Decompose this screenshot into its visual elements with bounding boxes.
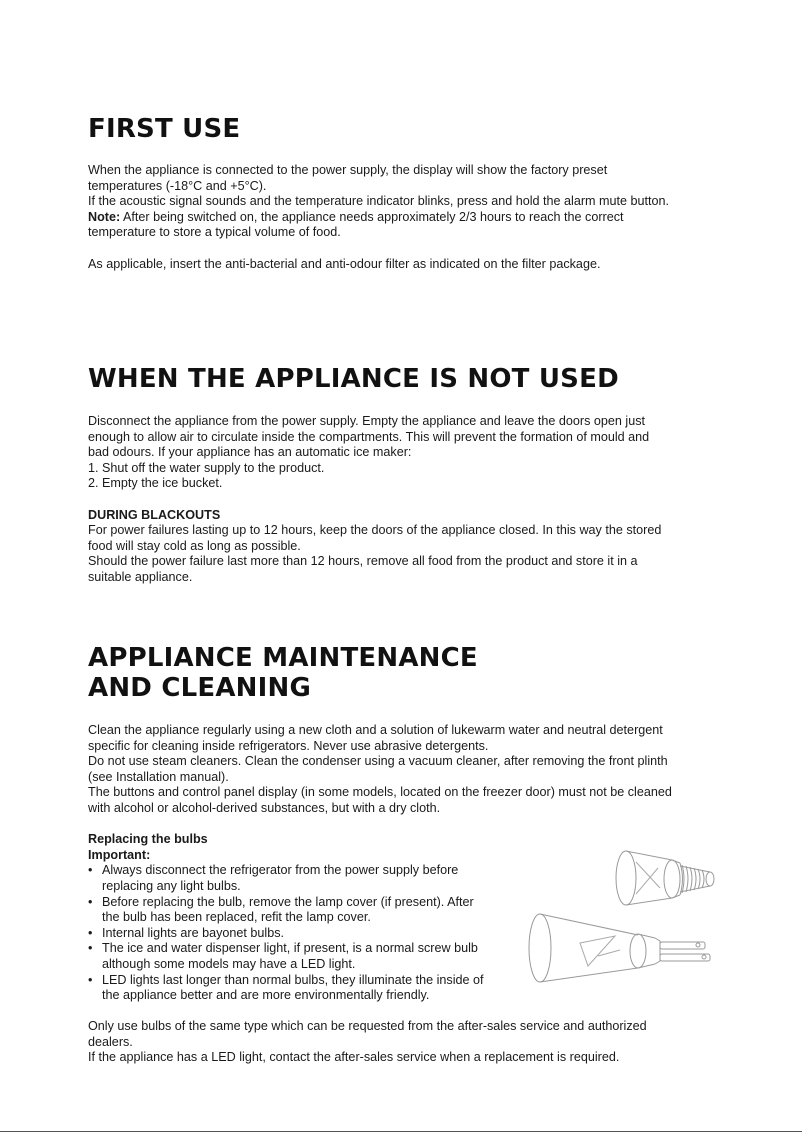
maintenance-line: Clean the appliance regularly using a new cloth and a solution of lukewarm water and neutral detergent [88,723,663,737]
not-used-step: 2. Empty the ice bucket. [88,476,223,491]
note-text: After being switched on, the appliance needs approximately 2/3 hours to reach the correct [120,209,624,224]
bullet-text: LED lights last longer than normal bulbs, they illuminate the inside of [102,972,484,987]
first-use-heading: FIRST USE [88,114,241,144]
bulb-illustration [520,838,720,1008]
blackouts-heading: DURING BLACKOUTS [88,507,221,522]
maintenance-line: specific for cleaning inside refrigerators. Never use abrasive detergents. [88,738,489,753]
bullet-text: the appliance better and are more environmentally friendly. [102,988,430,1003]
bullet-text: although some models may have a LED light. [102,956,356,971]
not-used-heading: WHEN THE APPLIANCE IS NOT USED [88,364,619,394]
not-used-line: bad odours. If your appliance has an automatic ice maker: [88,445,412,460]
filter-instruction: As applicable, insert the anti-bacterial and anti-odour filter as indicated on the filter package. [88,256,601,271]
first-use-note-cont: temperature to store a typical volume of food. [88,225,341,240]
not-used-body [88,414,718,586]
note-label: Note: [88,209,121,224]
closing-line: Only use bulbs of the same type which can be requested from the after-sales service and authorized [88,1019,647,1034]
maintenance-line: Do not use steam cleaners. Clean the condenser using a vacuum cleaner, after removing the front plinth [88,754,668,769]
not-used-line: Disconnect the appliance from the power supply. Empty the appliance and leave the doors open just [88,414,646,428]
bullet-glyph: • [88,863,93,878]
first-use-line: temperatures (-18°C and +5°C). [88,178,267,193]
closing-line: If the appliance has a LED light, contact the after-sales service when a replacement is required. [88,1050,620,1065]
bullet-text: Always disconnect the refrigerator from the power supply before [102,863,459,878]
maintenance-line: with alcohol or alcohol-derived substances, but with a dry cloth. [88,800,441,815]
bayonet-bulb-icon [529,914,710,982]
bullet-text: replacing any light bulbs. [102,878,241,893]
bullet-text: the bulb has been replaced, refit the lamp cover. [102,910,371,925]
blackouts-line: For power failures lasting up to 12 hours, keep the doors of the appliance closed. In this way the stored [88,523,662,538]
bullet-glyph: • [88,925,93,940]
bullet-text: Internal lights are bayonet bulbs. [102,925,285,940]
blackouts-line: Should the power failure last more than 12 hours, remove all food from the product and store it in a [88,554,638,569]
page-bottom-rule [0,1131,802,1132]
blackouts-line: suitable appliance. [88,569,193,584]
maintenance-heading-line1: APPLIANCE MAINTENANCE [88,643,478,673]
bullet-glyph: • [88,972,93,987]
maintenance-heading-line2: AND CLEANING [88,673,311,703]
maintenance-line: The buttons and control panel display (in some models, located on the freezer door) must not be cleaned [88,785,672,800]
first-use-note [88,210,718,226]
important-label: Important: [88,847,151,862]
closing-line: dealers. [88,1034,133,1049]
bullet-glyph: • [88,894,93,909]
screw-bulb-icon [616,851,714,905]
first-use-body [88,163,718,272]
bulbs-heading: Replacing the bulbs [88,832,208,847]
first-use-line: When the appliance is connected to the power supply, the display will show the factory preset [88,163,608,177]
not-used-line: enough to allow air to circulate inside the compartments. This will prevent the formation of mould and [88,429,650,444]
first-use-line: If the acoustic signal sounds and the temperature indicator blinks, press and hold the alarm mute button. [88,194,670,209]
not-used-step: 1. Shut off the water supply to the product. [88,460,325,475]
blackouts-line: food will stay cold as long as possible. [88,538,301,553]
maintenance-line: (see Installation manual). [88,769,229,784]
bullet-glyph: • [88,941,93,956]
bullet-text: The ice and water dispenser light, if present, is a normal screw bulb [102,941,478,956]
bullet-text: Before replacing the bulb, remove the lamp cover (if present). After [102,894,474,909]
